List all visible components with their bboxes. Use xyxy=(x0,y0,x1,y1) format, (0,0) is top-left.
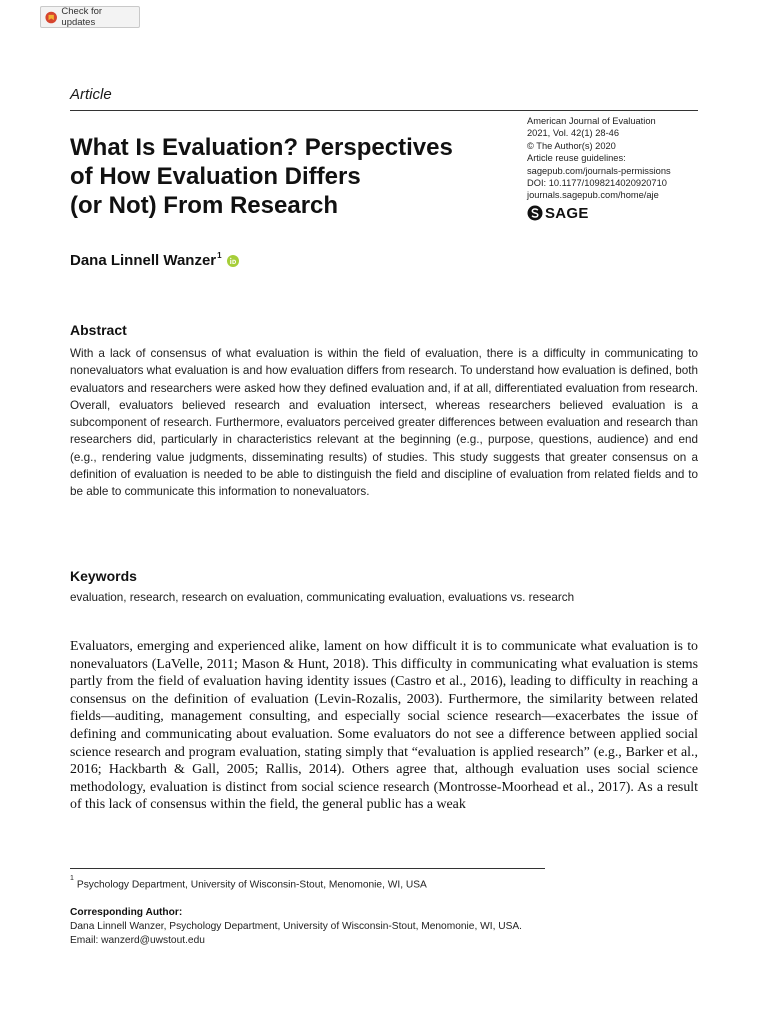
article-title xyxy=(70,133,520,220)
check-for-updates-label: Check for updates xyxy=(61,6,103,28)
copyright: © The Author(s) 2020 xyxy=(527,140,616,151)
author-name[interactable]: Dana Linnell Wanzer xyxy=(70,252,217,269)
journal-name: American Journal of Evaluation xyxy=(527,116,656,126)
corresponding-author-heading: Corresponding Author: xyxy=(70,907,183,918)
corresponding-author-address: Dana Linnell Wanzer, Psychology Department, University of Wisconsin-Stout, Menomonie, WI, USA. xyxy=(70,921,523,932)
abstract-text: With a lack of consensus of what evaluation is within the field of evaluation, there is a difficulty in communicating to nonevaluators what evaluation is and how evaluation differs from research. To understand how evaluation is defined, both evaluators and researchers were asked how they defined evaluation and, if at all, differentiated evaluation from research. Overall, evaluators believed research and evaluation intersect, whereas researchers believed evaluation is a subcomponent of research. Furthermore, evaluators perceived greater differences between evaluation and research than researchers did, particularly in characteristics relevant at the beginning (e.g., purpose, questions, audience) and end (e.g., rendering value judgments, disseminating results) of studies. This study suggests that greater consensus on a definition of evaluation is needed to be able to distinguish the field and discipline of evaluation from related fields and to be able to communicate this information to nonevaluators. xyxy=(70,347,698,499)
footnote-rule xyxy=(70,868,545,869)
title-line: of How Evaluation Differs xyxy=(70,163,361,190)
title-line: (or Not) From Research xyxy=(70,192,339,219)
body-paragraph: Evaluators, emerging and experienced alike, lament on how difficult it is to communicate what evaluation is to nonevaluators (LaVelle, 2011; Mason & Hunt, 2018). This difficulty in communicating what evaluation is stems partly from the field of evaluation having identity issues (Castro et al., 2016), leading to difficulty in reaching a consensus on the definition of evaluation (Levin-Rozalis, 2003). Furthermore, the similarity between related fields—auditing, management consulting, and especially social science research—exacerbates the issue of defining and communicating about evaluation. Some evaluators do not see a difference between applied social science research and program evaluation, stating simply that “evaluation is applied research” (e.g., Barker et al., 2016; Hackbarth & Gall, 2005; Rallis, 2014). Others agree that, although evaluation uses social science methodology, evaluation is distinct from social science research (Montrosse-Moorhead et al., 2017). As a result of this lack of consensus within the field, the general public has a weak xyxy=(70,639,698,813)
header-rule xyxy=(70,110,698,111)
sage-logo-text: SAGE xyxy=(545,204,589,222)
title-line: What Is Evaluation? Perspectives xyxy=(70,134,453,161)
check-for-updates-icon xyxy=(45,11,57,24)
corresponding-author-email[interactable]: Email: wanzerd@uwstout.edu xyxy=(70,935,205,946)
journal-home-link[interactable]: journals.sagepub.com/home/aje xyxy=(527,190,659,201)
doi-link[interactable]: DOI: 10.1177/1098214020920710 xyxy=(527,178,667,189)
reuse-label: Article reuse guidelines: xyxy=(527,153,626,164)
orcid-icon[interactable] xyxy=(227,255,239,267)
journal-volume: 2021, Vol. 42(1) 28-46 xyxy=(527,128,620,139)
affiliation-footnote xyxy=(70,875,427,891)
keywords-heading: Keywords xyxy=(70,568,137,584)
abstract-heading: Abstract xyxy=(70,322,127,338)
sage-logo-icon xyxy=(527,205,543,221)
sage-logo xyxy=(527,204,589,222)
author-line xyxy=(70,252,239,269)
article-type-label: Article xyxy=(70,86,112,103)
journal-info xyxy=(527,115,727,202)
check-for-updates-badge[interactable] xyxy=(40,6,140,28)
affiliation-marker: 1 xyxy=(70,875,74,882)
affiliation-text: Psychology Department, University of Wisconsin-Stout, Menomonie, WI, USA xyxy=(76,879,427,891)
keywords-text: evaluation, research, research on evaluation, communicating evaluation, evaluations vs. research xyxy=(70,591,575,604)
reuse-link[interactable]: sagepub.com/journals-permissions xyxy=(527,165,671,176)
author-affiliation-marker: 1 xyxy=(217,251,222,260)
